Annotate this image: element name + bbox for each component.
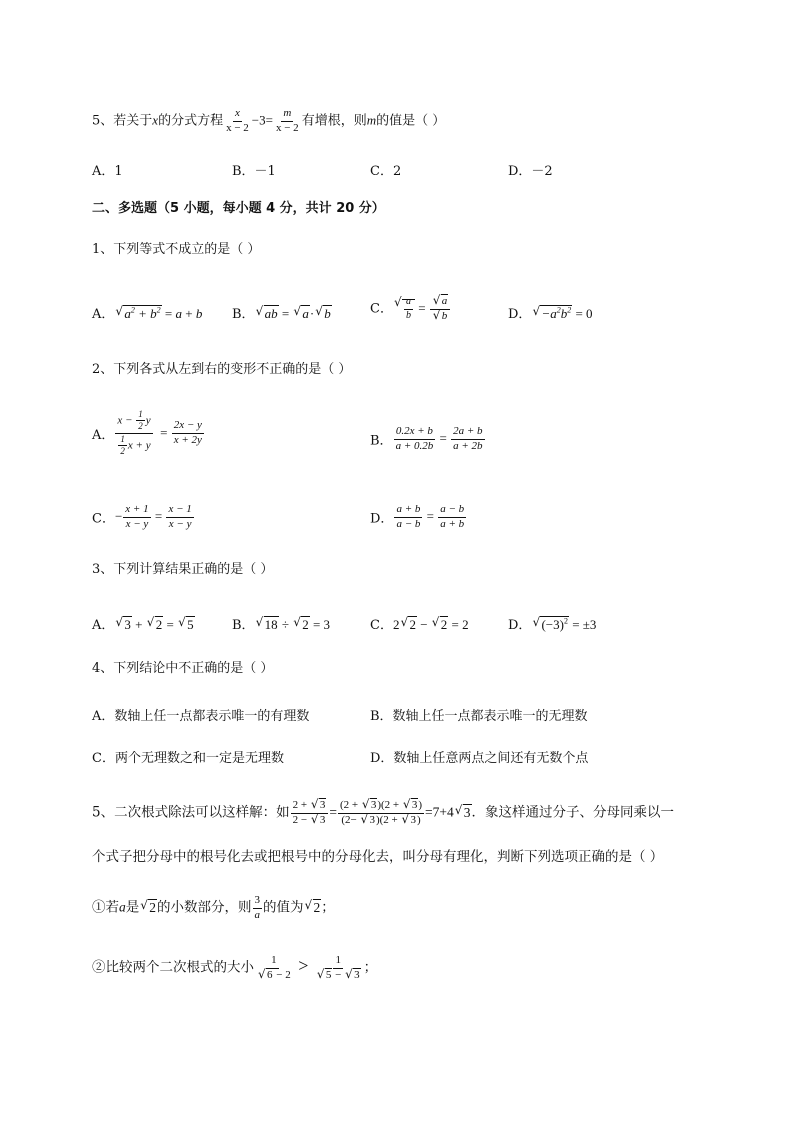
m5-item1-c: 的小数部分，则 [157,899,252,916]
m1-label-a: A． [92,307,115,322]
m2-option-a: A． x − $\frac{1}{2}$ y $\frac{1}{2}$ x + y = $\frac{2x - y}{x + 2y}$ [92,409,202,457]
m1-option-c: C． √ $\frac{a}{b}$ = √ a √ b [370,296,451,322]
m2-label-d: D． [370,511,394,527]
multi-5-stem-line1: 5、二次根式除法可以这样解：如 $\frac{2 + √ 3}{2 - √ 3}$ = $\frac{(2 + √ 3)(2 + √ 3)}{(2- √ 3)(2 + √ 3)}$ =7+4√ 3．象这样通过分子、分母同乘以一 [92,800,674,826]
multi-2-stem: 2、下列各式从左到右的变形不正确的是（ ） [92,362,352,377]
multi-3-stem: 3、下列计算结果正确的是（ ） [92,562,274,577]
m3-option-d: D．√ $(-3)^2 = \pm 3$ [508,614,596,633]
m5-stem-a: 5、二次根式除法可以这样解：如 [92,804,290,821]
q5-prefix: 5、若关于 [92,113,153,129]
multi-5-item-1: ①若a是√ 2的小数部分，则 $\frac{3}{a}$ 的值为√ 2； [92,895,335,921]
section-2-title: 二、多选题（5 小题，每小题 4 分，共计 20 分） [92,201,385,216]
m5-item1-b: 是 [125,899,140,916]
m2-label-a: A． [92,427,115,443]
m5-item1-d: 的值为 [263,899,304,916]
q5-var-x: x [152,112,159,128]
m1-option-a: A．√ $a^2 + b^2 = a + b$ [92,303,202,322]
q5-fraction-right: $\frac{m}{x - 2}$ [275,107,299,134]
multi-1-stem: 1、下列等式不成立的是（ ） [92,242,261,257]
m5-item1-a: ①若 [92,899,119,916]
m2-option-b: B． $\frac{0.2x + b}{a + 0.2b}$ = $\frac{2a + b}{a + 2b}$ [370,425,483,452]
m3-option-c: C．2√ 2 − √ 2 = 2 [370,614,469,633]
m2-label-b: B． [370,433,393,449]
m3-label-b: B． [232,618,255,633]
m4-option-d: D．数轴上任意两点之间还有无数个点 [370,751,589,766]
m1-label-c: C． [370,301,393,317]
m5-item2-a: ②比较两个二次根式的大小 [92,959,254,976]
m1-option-d: D．√ $-a^2b^2 = 0$ [508,303,593,322]
m5-item1-e: ； [321,899,335,916]
multi-4-stem: 4、下列结论中不正确的是（ ） [92,661,274,676]
multi-5-stem-line2: 个式子把分母中的根号化去或把根号中的分母化去，叫分母有理化，判断下列选项正确的是（ ） [92,849,664,865]
m5-item2-e: ； [363,959,378,976]
q5-var-m: m [366,112,377,128]
m2-label-c: C． [92,511,115,527]
q5-tail: 的值是（ ） [376,113,446,129]
m4-option-a: A．数轴上任一点都表示唯一的有理数 [92,709,310,724]
multi-5-item-2: ②比较两个二次根式的大小 1 √ 6 − 2 > 1 √ 5 − √ 3 ； [92,955,377,981]
m4-option-b: B．数轴上任一点都表示唯一的无理数 [370,709,588,724]
q5-option-b: B．－1 [232,164,276,179]
m5-item1-var: a [119,899,126,915]
question-5-stem [92,108,445,134]
m3-label-d: D． [508,618,532,633]
m1-label-b: B． [232,307,255,322]
m2-option-c: C．− $\frac{x + 1}{x - y}$ = $\frac{x - 1}{x - y}$ [92,503,192,530]
m3-option-b: B．√ 18 ÷ √ 2 = 3 [232,614,330,633]
q5-suffix: 有增根，则 [301,113,367,129]
q5-option-d: D．－2 [508,164,553,179]
m5-stem-b: ．象这样通过分子、分母同乘以一 [471,804,674,821]
m4-option-c: C．两个无理数之和一定是无理数 [92,751,284,766]
m3-label-c: C． [370,618,393,633]
q5-option-a: A．1 [92,164,123,179]
m1-option-b: B．√ ab = √ a·√ b [232,303,332,322]
m3-option-a: A．√ 3 + √ 2 = √ 5 [92,614,195,633]
m1-label-d: D． [508,307,532,322]
q5-option-c: C．2 [370,164,402,179]
q5-minus3: −3= [251,112,273,128]
m3-label-a: A． [92,618,115,633]
q5-mid: 的分式方程 [158,113,224,129]
q5-fraction-left: $\frac{x}{x - 2}$ [226,107,249,134]
m2-option-d: D． $\frac{a + b}{a - b}$ = $\frac{a - b}{a + b}$ [370,503,465,530]
